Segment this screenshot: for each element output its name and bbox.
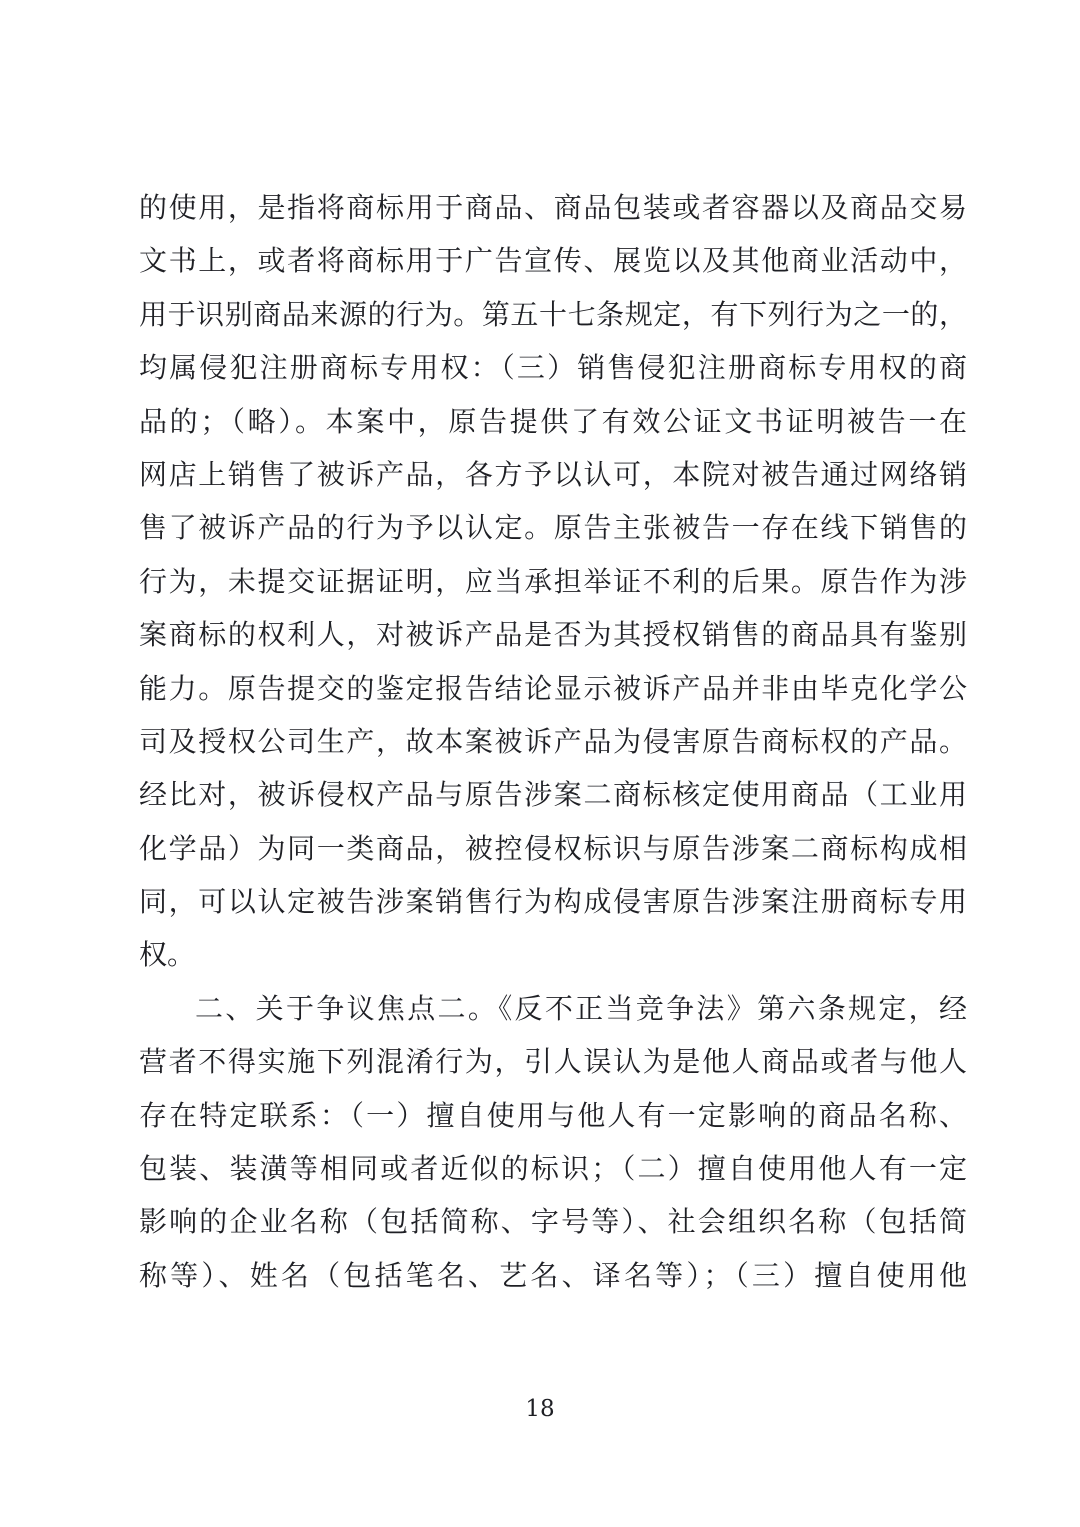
text-line: 称等）、姓名（包括笔名、艺名、译名等）；（三）擅自使用他 <box>139 1258 967 1292</box>
text-line: 售了被诉产品的行为予以认定。原告主张被告一存在线下销售的 <box>139 511 967 545</box>
text-line: 案商标的权利人，对被诉产品是否为其授权销售的商品具有鉴别 <box>139 618 967 652</box>
text-line-paragraph-end: 权。 <box>139 938 196 972</box>
text-line: 同，可以认定被告涉案销售行为构成侵害原告涉案注册商标专用 <box>139 885 967 919</box>
text-line: 化学品）为同一类商品，被控侵权标识与原告涉案二商标构成相 <box>139 831 967 865</box>
text-line: 经比对，被诉侵权产品与原告涉案二商标核定使用商品（工业用 <box>139 778 967 812</box>
text-line: 能力。原告提交的鉴定报告结论显示被诉产品并非由毕克化学公 <box>139 671 967 705</box>
text-line: 品的；（略）。本案中，原告提供了有效公证文书证明被告一在 <box>139 404 967 438</box>
text-line: 影响的企业名称（包括简称、字号等）、社会组织名称（包括简 <box>139 1205 967 1239</box>
text-line: 用于识别商品来源的行为。第五十七条规定，有下列行为之一的， <box>139 297 967 331</box>
judgment-body-text <box>139 181 967 1302</box>
text-line: 网店上销售了被诉产品，各方予以认可，本院对被告通过网络销 <box>139 457 967 491</box>
text-line: 的使用，是指将商标用于商品、商品包装或者容器以及商品交易 <box>139 191 967 224</box>
text-line: 行为，未提交证据证明，应当承担举证不利的后果。原告作为涉 <box>139 564 967 598</box>
text-line: 文书上，或者将商标用于广告宣传、展览以及其他商业活动中， <box>139 244 967 278</box>
text-line: 存在特定联系：（一）擅自使用与他人有一定影响的商品名称、 <box>139 1098 967 1132</box>
page-number: 18 <box>525 1396 555 1422</box>
text-line: 营者不得实施下列混淆行为，引人误认为是他人商品或者与他人 <box>139 1045 967 1079</box>
text-line: 司及授权公司生产，故本案被诉产品为侵害原告商标权的产品。 <box>139 724 967 758</box>
text-line-paragraph-start: 二、关于争议焦点二。《反不正当竞争法》第六条规定，经 <box>195 991 967 1025</box>
text-line: 包装、装潢等相同或者近似的标识；（二）擅自使用他人有一定 <box>139 1152 967 1186</box>
text-line: 均属侵犯注册商标专用权：（三）销售侵犯注册商标专用权的商 <box>139 351 967 385</box>
